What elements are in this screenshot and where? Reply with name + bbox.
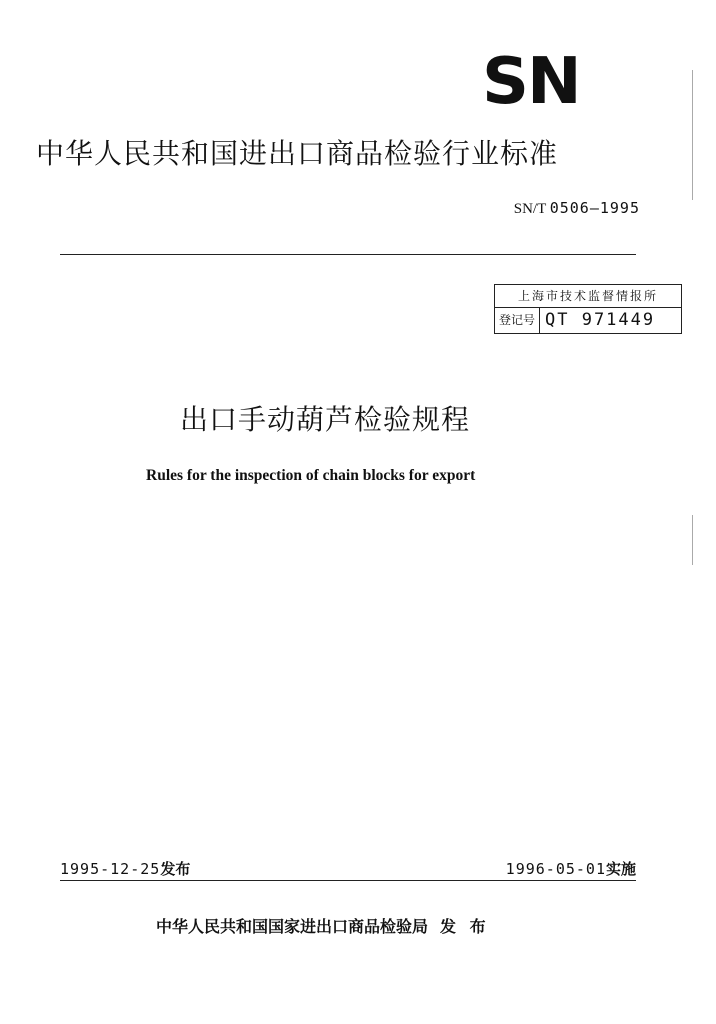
bottom-divider bbox=[60, 880, 636, 881]
publisher-name: 中华人民共和国国家进出口商品检验局 bbox=[156, 917, 429, 936]
implementation-date bbox=[462, 858, 636, 880]
issue-date-value: 1995-12-25 bbox=[60, 860, 161, 878]
issue-date bbox=[60, 858, 190, 880]
publisher bbox=[156, 916, 576, 938]
standard-code bbox=[440, 198, 640, 219]
sn-logo: SN bbox=[482, 45, 580, 119]
publish-label: 发 布 bbox=[440, 917, 490, 936]
industry-standard-title: 中华人民共和国进出口商品检验行业标准 bbox=[36, 137, 559, 170]
top-divider bbox=[60, 254, 636, 255]
registration-stamp bbox=[494, 284, 682, 334]
implementation-label: 实施 bbox=[605, 860, 636, 878]
scan-edge-mark bbox=[692, 515, 693, 565]
standard-number: 0506—1995 bbox=[549, 199, 640, 217]
standard-prefix: SN/T bbox=[513, 201, 546, 217]
issue-label: 发布 bbox=[160, 860, 191, 878]
document-title: 出口手动葫芦检验规程 bbox=[180, 403, 471, 436]
document-title-english: Rules for the inspection of chain blocks for export bbox=[146, 467, 476, 484]
stamp-registration-number: QT 971449 bbox=[545, 310, 656, 330]
stamp-label: 登记号 bbox=[495, 308, 540, 333]
scan-edge-mark bbox=[692, 70, 693, 200]
implementation-date-value: 1996-05-01 bbox=[505, 860, 606, 878]
stamp-library-name: 上海市技术监督情报所 bbox=[495, 285, 681, 308]
